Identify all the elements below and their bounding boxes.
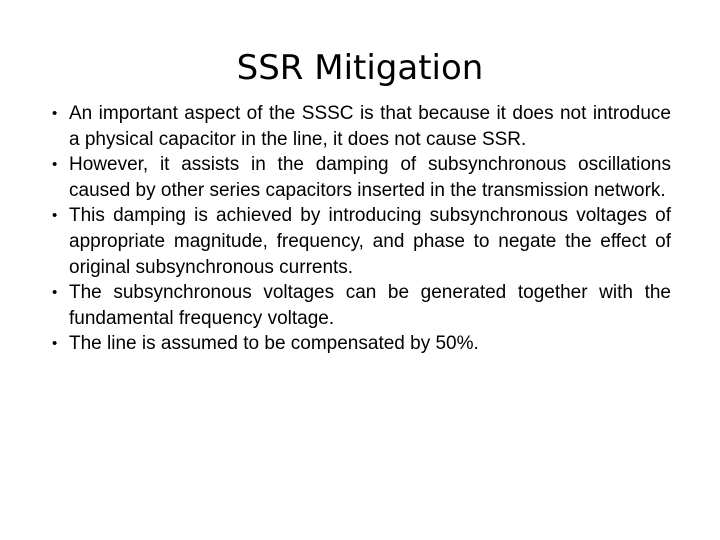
bullet-text: The line is assumed to be compensated by 50%.: [69, 333, 479, 355]
bullet-item: [52, 101, 671, 152]
bullet-list: [52, 101, 671, 357]
bullet-item: [52, 203, 671, 280]
bullet-item: [52, 331, 671, 357]
bullet-text: This damping is achieved by introducing subsynchronous voltages of appropriate magnitude, frequency, and phase to negate the effect of original subsynchronous currents.: [69, 205, 671, 278]
bullet-item: [52, 280, 671, 331]
bullet-dot-icon: •: [52, 156, 58, 174]
bullet-text: The subsynchronous voltages can be generated together with the fundamental frequency voltage.: [69, 282, 671, 329]
slide-title: SSR Mitigation: [236, 48, 484, 88]
bullet-dot-icon: •: [52, 207, 58, 225]
bullet-item: [52, 152, 671, 203]
bullet-dot-icon: •: [52, 284, 58, 302]
bullet-dot-icon: •: [52, 335, 58, 353]
bullet-text: However, it assists in the damping of subsynchronous oscillations caused by other series capacitors inserted in the transmission network.: [69, 154, 671, 201]
bullet-text: An important aspect of the SSSC is that because it does not introduce a physical capacitor in the line, it does not cause SSR.: [69, 103, 671, 150]
bullet-dot-icon: •: [52, 105, 58, 122]
